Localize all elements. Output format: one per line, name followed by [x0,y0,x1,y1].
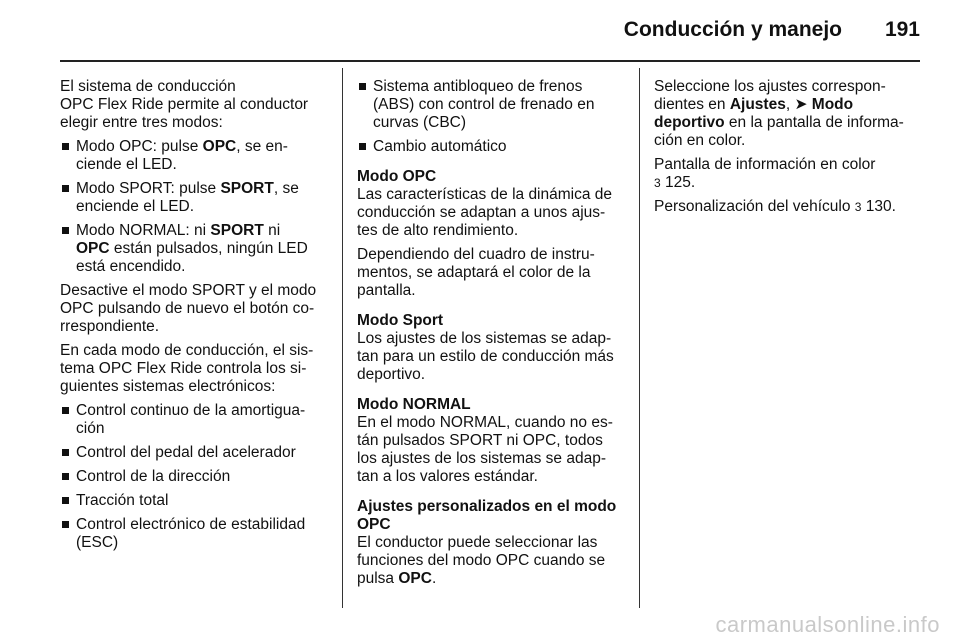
column-divider [639,68,640,608]
page-number: 191 [884,18,920,41]
section-heading: OPC [357,516,391,533]
column-right [654,78,920,222]
arrow-right-icon: ➤ [794,96,808,113]
list-item: Control del pedal del acelerador [60,444,330,462]
reference-paragraph: Pantalla de información en color 3 125. [654,156,920,192]
header-rule [60,60,920,62]
page-header [60,18,920,48]
bullet-square-icon [62,449,69,456]
section-sport: Modo Sport Los ajustes de los sistemas se adap- tan para un estilo de conducción más deportivo. [357,312,625,384]
bullet-square-icon [62,185,69,192]
list-item: Tracción total [60,492,330,510]
section-heading: Modo Sport [357,312,444,329]
each-mode-paragraph: En cada modo de conducción, el sis- tema OPC Flex Ride controla los si- guientes sistemas electrónicos: [60,342,314,395]
opc-color-paragraph: Dependiendo del cuadro de instru- mentos, se adaptará el color de la pantalla. [357,246,595,299]
bullet-square-icon [62,407,69,414]
list-item: Modo OPC: pulse OPC, se en- ciende el LED. [60,138,330,174]
section-custom: Ajustes personalizados en el modo OPC El conductor puede seleccionar las funciones del modo OPC cuando se pulsa OPC. [357,498,625,588]
watermark: carmanualsonline.info [715,612,940,637]
bullet-square-icon [62,497,69,504]
bullet-square-icon [62,143,69,150]
bullet-square-icon [62,227,69,234]
deactivate-paragraph: Desactive el modo SPORT y el modo OPC pulsando de nuevo el botón co- rrespondiente. [60,282,317,335]
bullet-square-icon [62,473,69,480]
section-heading: Modo OPC [357,168,437,185]
reference-paragraph [654,198,920,216]
list-item: Modo SPORT: pulse SPORT, se enciende el LED. [60,180,330,216]
section-heading: Ajustes personalizados en el modo [357,498,617,515]
section-heading: Modo NORMAL [357,396,471,413]
column-middle [357,78,625,594]
column-divider [342,68,343,608]
bullet-square-icon [359,83,366,90]
section-normal: Modo NORMAL En el modo NORMAL, cuando no es- tán pulsados SPORT ni OPC, todos los ajustes de los sistemas se adap- tan a los valores estándar. [357,396,625,486]
list-item: Control continuo de la amortigua- ción [60,402,330,438]
page-title: Conducción y manejo [623,18,842,41]
bullet-square-icon [359,143,366,150]
page-reference-link[interactable]: 3 125. [654,174,696,191]
settings-paragraph: Seleccione los ajustes correspon- dientes en Ajustes, ➤ Modo deportivo en la pantalla de informa- ción en color. [654,78,904,149]
list-item: Control electrónico de estabilidad (ESC) [60,516,330,552]
list-item: Sistema antibloqueo de frenos (ABS) con control de frenado en curvas (CBC) [357,78,625,132]
page-ref-icon: 3 [854,200,862,214]
section-opc: Modo OPC Las características de la dinámica de conducción se adaptan a unos ajus- tes de alto rendimiento. [357,168,625,240]
list-item: Modo NORMAL: ni SPORT ni OPC están pulsados, ningún LED está encendido. [60,222,330,276]
bullet-square-icon [62,521,69,528]
column-left [60,78,330,558]
list-item: Cambio automático [357,138,625,156]
list-item: Control de la dirección [60,468,330,486]
page-ref-icon: 3 [654,176,661,190]
page-reference-link[interactable]: Personalización del vehículo 3 130. [654,198,896,215]
intro-paragraph: El sistema de conducción OPC Flex Ride permite al conductor elegir entre tres modos: [60,78,309,131]
